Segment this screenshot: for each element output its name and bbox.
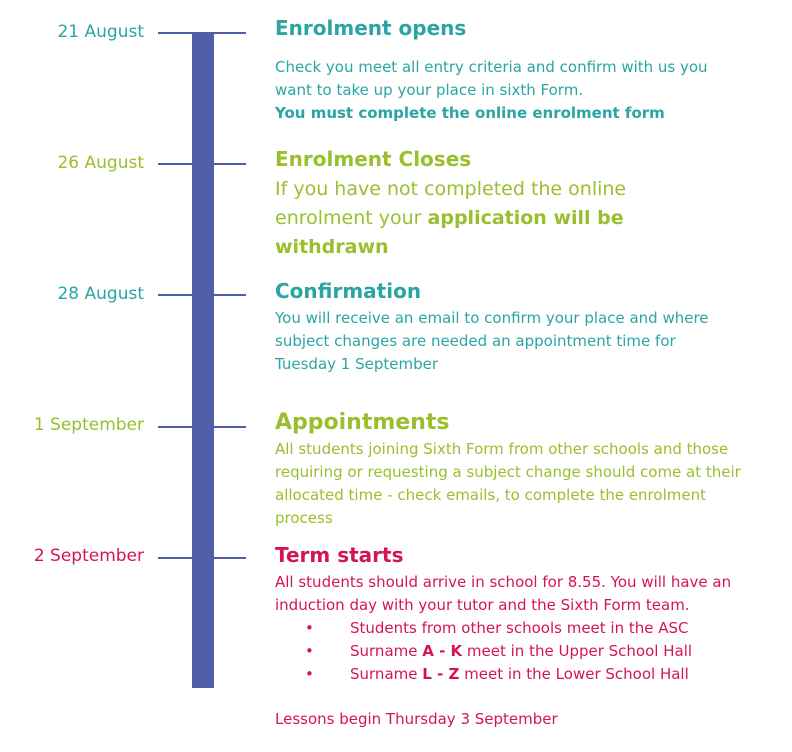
timeline-tick: [158, 163, 246, 165]
event-bold-text: application will be withdrawn: [275, 207, 624, 258]
event-text-plain: If you have not completed the online enrolment your: [275, 178, 627, 229]
event-term-starts: [275, 543, 780, 731]
event-bold-text: You must complete the online enrolment form: [275, 104, 665, 122]
event-date: 2 September: [33, 546, 144, 566]
event-date: 26 August: [57, 153, 144, 173]
event-text: [275, 175, 695, 262]
list-item: • Surname A - K meet in the Upper School Hall: [275, 640, 780, 663]
lessons-begin-note: Lessons begin Thursday 3 September: [275, 710, 558, 728]
event-title: Enrolment Closes: [275, 147, 472, 171]
bullet-icon: •: [305, 619, 314, 637]
timeline-tick: [158, 557, 246, 559]
timeline-tick: [158, 32, 246, 34]
timeline-bar: [192, 32, 214, 688]
event-date: 1 September: [33, 415, 144, 435]
event-text: All students should arrive in school for 8.55. You will have an induction day with your tutor and the Sixth Form team.: [275, 573, 732, 614]
event-date: 28 August: [57, 284, 144, 304]
event-title: Appointments: [275, 410, 450, 435]
event-title: Enrolment opens: [275, 16, 467, 40]
event-confirmation: [275, 279, 780, 376]
bullet-list: [275, 617, 780, 686]
event-text: Check you meet all entry criteria and confirm with us you want to take up your place in sixth Form.: [275, 58, 708, 99]
bullet-icon: •: [305, 665, 314, 683]
event-title: Confirmation: [275, 279, 422, 303]
event-enrolment-closes: [275, 147, 780, 262]
event-date: 21 August: [57, 22, 144, 42]
event-text: All students joining Sixth Form from other schools and those requiring or requesting a subject change should come at their allocated time - check emails, to complete the enrolment process: [275, 440, 741, 528]
event-appointments: [275, 410, 780, 530]
timeline-tick: [158, 294, 246, 296]
bullet-icon: •: [305, 642, 314, 660]
list-item: • Students from other schools meet in the ASC: [275, 617, 780, 640]
list-item: • Surname L - Z meet in the Lower School Hall: [275, 663, 780, 686]
timeline-tick: [158, 426, 246, 428]
event-enrolment-opens: [275, 16, 780, 125]
event-text: You will receive an email to confirm your place and where subject changes are needed an appointment time for Tuesday 1 September: [275, 309, 709, 373]
event-title: Term starts: [275, 543, 404, 567]
